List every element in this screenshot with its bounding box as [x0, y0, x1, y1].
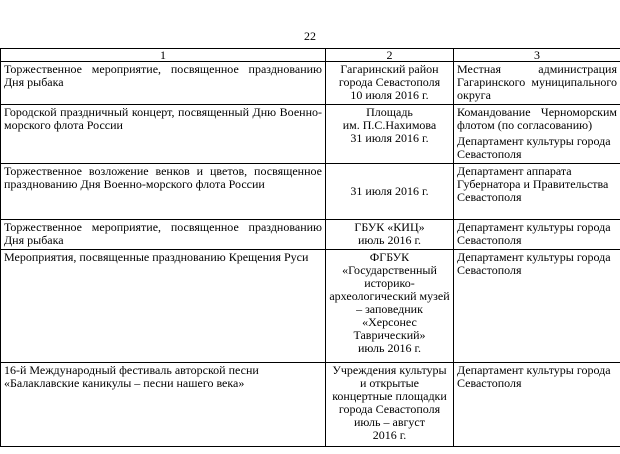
event-cell: Торжественное возложение венков и цветов, посвященное празднованию Дня Военно-морского флота России — [1, 164, 326, 220]
responsible-text: Местная администрация Гагаринского муниципального округа — [457, 62, 617, 102]
date-place-line: июль 2016 г. — [357, 233, 422, 247]
table-row — [1, 105, 620, 164]
responsible-cell — [454, 220, 620, 250]
responsible-cell — [454, 363, 620, 447]
page-number: 22 — [304, 29, 316, 43]
table-row — [1, 62, 620, 105]
date-place-line: города Севастополя — [338, 75, 441, 89]
date-place-cell — [326, 363, 454, 447]
date-place-cell — [326, 164, 454, 220]
responsible-cell — [454, 164, 620, 220]
event-cell: Торжественное мероприятие, посвященное празднованию Дня рыбака — [1, 62, 326, 105]
responsible-text: Департамент культуры города Севастополя — [457, 220, 611, 247]
table-row — [1, 164, 620, 220]
table-row — [1, 220, 620, 250]
date-place-line: Учреждения культуры — [332, 363, 447, 377]
responsible-cell — [454, 62, 620, 105]
column-header: 3 — [454, 49, 620, 62]
date-place-cell — [326, 105, 454, 164]
responsible-text: Департамент культуры города Севастополя — [457, 134, 611, 161]
date-place-cell — [326, 250, 454, 363]
responsible-cell — [454, 250, 620, 363]
responsible-text: Департамент культуры города Севастополя — [457, 250, 611, 277]
date-place-line: города Севастополя — [338, 402, 441, 416]
date-place-cell — [326, 220, 454, 250]
table-row — [1, 250, 620, 363]
date-place-line: ФГБУК — [369, 250, 410, 264]
responsible-text: Департамент культуры города Севастополя — [457, 363, 611, 390]
date-place-line: «Херсонес — [362, 315, 417, 329]
event-cell: 16-й Международный фестиваль авторской песни «Балаклавские каникулы – песни нашего века» — [1, 363, 326, 447]
date-place-line: и открытые — [359, 376, 420, 390]
date-place-line: 2016 г. — [372, 428, 407, 442]
table-row — [1, 363, 620, 447]
date-place-line: июль – август — [353, 415, 426, 429]
date-place-line: концертные площадки — [332, 389, 447, 403]
responsible-text: Командование Черноморским флотом (по согласованию) — [457, 105, 617, 132]
date-place-line: – заповедник — [356, 302, 423, 316]
date-place-line: ГБУК «КИЦ» — [354, 220, 425, 234]
event-cell: Мероприятия, посвященные празднованию Крещения Руси — [1, 250, 326, 363]
date-place-line: Площадь — [366, 105, 413, 119]
date-place-line: Гагаринский район — [340, 62, 439, 76]
date-place-line: 31 июля 2016 г. — [350, 183, 429, 198]
column-header: 1 — [1, 49, 326, 62]
date-place-line: археологический музей — [329, 289, 450, 303]
event-cell: Торжественное мероприятие, посвященное празднованию Дня рыбака — [1, 220, 326, 250]
date-place-line: историко- — [364, 276, 415, 290]
header-row — [1, 49, 620, 62]
date-place-line: Таврический» — [353, 328, 426, 342]
date-place-line: 31 июля 2016 г. — [350, 131, 429, 145]
event-cell: Городской праздничный концерт, посвященный Дню Военно-морского флота России — [1, 105, 326, 164]
responsible-cell — [454, 105, 620, 164]
date-place-line: им. П.С.Нахимова — [342, 118, 437, 132]
events-table — [0, 48, 620, 447]
responsible-text: Департамент аппарата Губернатора и Правительства Севастополя — [457, 164, 609, 204]
date-place-line: «Государственный — [342, 263, 437, 277]
date-place-line: июль 2016 г. — [357, 341, 422, 355]
date-place-line: 10 июля 2016 г. — [350, 88, 429, 102]
date-place-cell — [326, 62, 454, 105]
column-header: 2 — [326, 49, 454, 62]
